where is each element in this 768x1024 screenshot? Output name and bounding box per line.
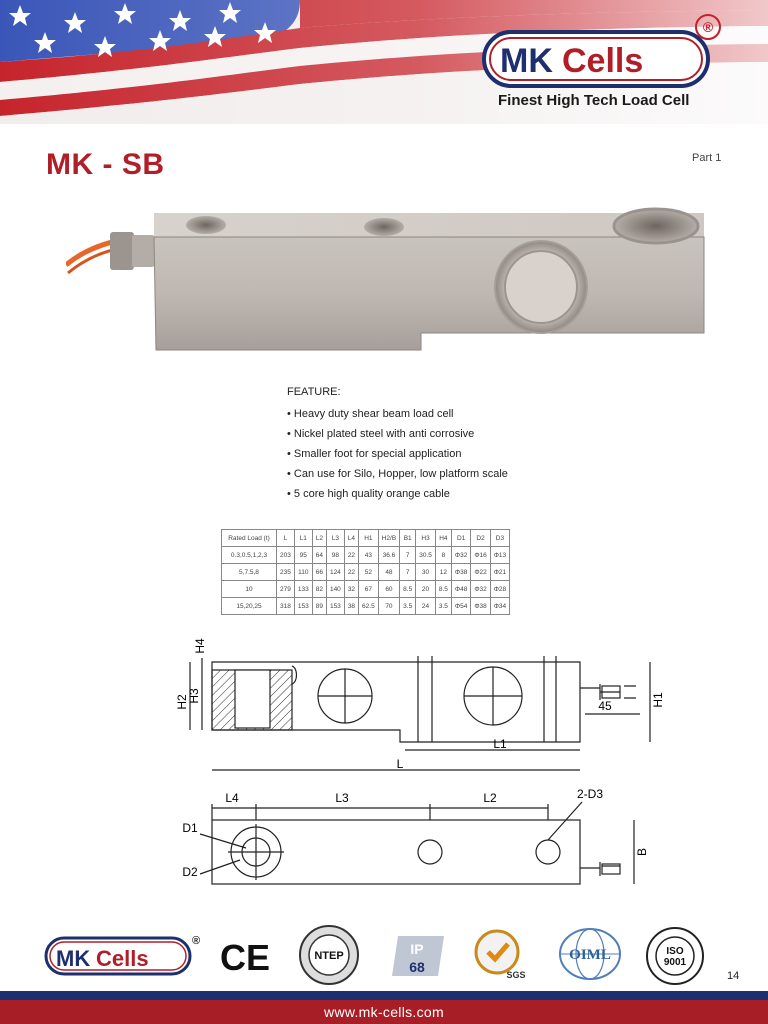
table-cell: 64	[312, 547, 326, 564]
label-d2: D2	[182, 865, 198, 879]
table-cell: 15,20,25	[222, 598, 277, 615]
label-l: L	[396, 757, 404, 771]
table-cell: 318	[277, 598, 295, 615]
table-cell: 110	[294, 564, 312, 581]
col-header: D2	[471, 530, 490, 547]
col-header: L3	[326, 530, 344, 547]
label-h2: H2	[175, 694, 189, 710]
table-cell: Φ28	[490, 581, 509, 598]
col-header: L4	[344, 530, 358, 547]
footer-logo-cells: Cells	[96, 946, 149, 971]
table-cell: 203	[277, 547, 295, 564]
table-cell: 5,7.5,8	[222, 564, 277, 581]
table-cell: 7	[400, 564, 416, 581]
table-cell: Φ48	[451, 581, 470, 598]
ntep-text: NTEP	[314, 950, 344, 962]
page-number: 14	[727, 970, 740, 982]
table-row	[222, 598, 510, 615]
table-cell: 235	[277, 564, 295, 581]
table-cell: 62.5	[359, 598, 379, 615]
table-cell: 0.3,0.5,1,2,3	[222, 547, 277, 564]
technical-drawing	[150, 630, 670, 890]
table-cell: 52	[359, 564, 379, 581]
table-row	[222, 581, 510, 598]
table-cell: Φ34	[490, 598, 509, 615]
label-45: 45	[598, 699, 612, 713]
footer-registered: ®	[192, 935, 201, 947]
iso-text: ISO	[666, 946, 684, 957]
ce-text: CE	[220, 937, 271, 976]
registered-mark: ®	[695, 14, 721, 40]
table-cell: 8.5	[435, 581, 451, 598]
table-cell: 279	[277, 581, 295, 598]
ntep-seal-icon	[298, 924, 360, 986]
table-cell: 20	[416, 581, 436, 598]
table-cell: 95	[294, 547, 312, 564]
label-l4: L4	[225, 791, 239, 805]
col-header: H2/B	[378, 530, 399, 547]
table-cell: Φ22	[471, 564, 490, 581]
ce-mark-icon	[220, 936, 272, 976]
table-cell: 38	[344, 598, 358, 615]
label-l2: L2	[483, 791, 497, 805]
table-cell: 30.5	[416, 547, 436, 564]
col-header: L1	[294, 530, 312, 547]
col-header: Rated Load (t)	[222, 530, 277, 547]
label-h3: H3	[187, 688, 201, 704]
label-h1: H1	[651, 692, 665, 708]
feature-item: • Heavy duty shear beam load cell	[287, 408, 454, 420]
table-cell: 10	[222, 581, 277, 598]
table-cell: 98	[326, 547, 344, 564]
table-cell: 43	[359, 547, 379, 564]
table-cell: Φ21	[490, 564, 509, 581]
col-header: H3	[416, 530, 436, 547]
feature-list	[287, 386, 647, 508]
logo-cells-text: Cells	[562, 42, 644, 80]
brand-tagline: Finest High Tech Load Cell	[498, 92, 690, 109]
spec-header-row	[222, 530, 510, 547]
table-cell: 153	[326, 598, 344, 615]
logo-mk-text: MK	[500, 42, 553, 80]
col-header: L	[277, 530, 295, 547]
table-cell: Φ38	[451, 564, 470, 581]
table-cell: 3.5	[435, 598, 451, 615]
feature-item: • Can use for Silo, Hopper, low platform scale	[287, 468, 508, 480]
table-cell: 3.5	[400, 598, 416, 615]
footer-logo-mk: MK	[56, 946, 91, 971]
product-title: MK - SB	[46, 148, 165, 181]
table-cell: Φ54	[451, 598, 470, 615]
oiml-logo-icon	[554, 926, 626, 982]
label-2-d3: 2-D3	[576, 787, 604, 801]
feature-item: • 5 core high quality orange cable	[287, 488, 450, 500]
table-cell: 24	[416, 598, 436, 615]
mkcells-logo	[482, 30, 710, 88]
table-cell: 30	[416, 564, 436, 581]
table-cell: 22	[344, 564, 358, 581]
sgs-text: SGS	[506, 970, 526, 980]
table-cell: Φ32	[471, 581, 490, 598]
ip-rating-text: 68	[409, 959, 425, 975]
table-cell: 8	[435, 547, 451, 564]
table-cell: 124	[326, 564, 344, 581]
footer-mkcells-logo	[44, 928, 204, 978]
col-header: B1	[400, 530, 416, 547]
table-row	[222, 547, 510, 564]
label-l1: L1	[493, 737, 507, 751]
product-photo	[66, 205, 706, 355]
label-h4: H4	[193, 638, 207, 654]
table-cell: 66	[312, 564, 326, 581]
table-cell: 133	[294, 581, 312, 598]
side-view	[190, 656, 650, 770]
table-cell: 153	[294, 598, 312, 615]
col-header: D1	[451, 530, 470, 547]
table-cell: 140	[326, 581, 344, 598]
feature-title: FEATURE:	[287, 386, 341, 398]
top-view	[200, 802, 634, 884]
footer-blue-stripe	[0, 991, 768, 1000]
table-cell: 32	[344, 581, 358, 598]
feature-item: • Smaller foot for special application	[287, 448, 462, 460]
table-cell: 8.5	[400, 581, 416, 598]
website-link[interactable]: www.mk-cells.com	[324, 1004, 444, 1020]
table-cell: 60	[378, 581, 399, 598]
ip68-icon	[390, 934, 446, 978]
col-header: H1	[359, 530, 379, 547]
table-cell: 48	[378, 564, 399, 581]
table-cell: 82	[312, 581, 326, 598]
spec-table	[221, 529, 510, 615]
col-header: L2	[312, 530, 326, 547]
table-cell: 22	[344, 547, 358, 564]
table-cell: 7	[400, 547, 416, 564]
col-header: D3	[490, 530, 509, 547]
feature-item: • Nickel plated steel with anti corrosive	[287, 428, 475, 440]
header-banner	[0, 0, 768, 124]
oiml-text: OIML	[569, 947, 611, 963]
table-cell: 67	[359, 581, 379, 598]
table-cell: Φ32	[451, 547, 470, 564]
part-label: Part 1	[692, 152, 722, 164]
sgs-seal-icon	[470, 928, 532, 982]
iso-number-text: 9001	[663, 957, 687, 968]
table-cell: 12	[435, 564, 451, 581]
table-cell: Φ38	[471, 598, 490, 615]
ip-text: IP	[410, 941, 424, 957]
table-row	[222, 564, 510, 581]
table-cell: Φ16	[471, 547, 490, 564]
table-cell: 70	[378, 598, 399, 615]
table-cell: Φ13	[490, 547, 509, 564]
label-l3: L3	[335, 791, 349, 805]
label-b: B	[635, 847, 649, 857]
col-header: H4	[435, 530, 451, 547]
table-cell: 36.6	[378, 547, 399, 564]
iso-9001-seal-icon	[644, 926, 706, 986]
label-d1: D1	[182, 821, 198, 835]
table-cell: 89	[312, 598, 326, 615]
